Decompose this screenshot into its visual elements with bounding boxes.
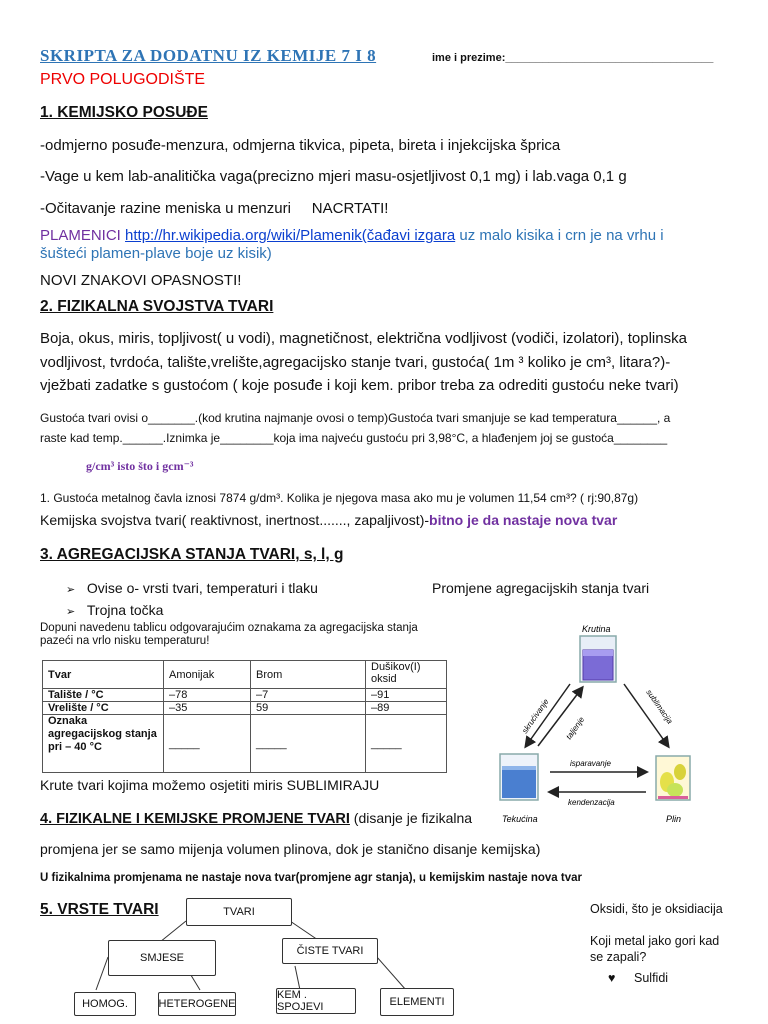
condensation-label: kendenzacija bbox=[568, 798, 615, 807]
table-row bbox=[43, 689, 447, 702]
density-units: g/cm³ isto što i gcm⁻³ bbox=[86, 459, 194, 473]
tree-node-heterogene: HETEROGENE bbox=[158, 992, 236, 1016]
chemical-properties-emphasis: bitno je da nastaje nova tvar bbox=[429, 512, 618, 528]
table-answer-cell[interactable]: _____ bbox=[251, 715, 366, 773]
table-header-row bbox=[43, 661, 447, 689]
side-note-metal-2: se zapali? bbox=[590, 950, 647, 964]
table-cell: –35 bbox=[164, 702, 251, 715]
table-cell: Talište / °C bbox=[43, 689, 164, 702]
table-cell: 59 bbox=[251, 702, 366, 715]
section-4-heading: 4. FIZIKALNE I KEMIJSKE PROMJENE TVARI bbox=[40, 811, 350, 827]
s3-bullet-1-text: Ovise o- vrsti tvari, temperaturi i tlaku bbox=[86, 580, 318, 596]
plamenici-text-2: šušteći plamen-plave boje uz kisik) bbox=[40, 245, 272, 262]
s2-paragraph-line-1: Boja, okus, miris, topljivost( u vodi), magnetičnost, električna vodljivost (vodiči, izolatori), toplinska bbox=[40, 330, 687, 347]
heart-bullet-icon: ♥ bbox=[608, 971, 616, 985]
arrow-bullet-icon: ➢ bbox=[66, 584, 76, 596]
table-instruction-2: pazeći na vrlo nisku temperaturu! bbox=[40, 635, 210, 647]
document-title: SKRIPTA ZA DODATNU IZ KEMIJE 7 I 8 bbox=[40, 46, 377, 65]
chemical-properties-line bbox=[40, 512, 617, 528]
aggregate-state-table bbox=[42, 660, 447, 773]
table-header-cell: Tvar bbox=[43, 661, 164, 689]
gas-beaker-icon bbox=[656, 756, 690, 800]
table-cell: –78 bbox=[164, 689, 251, 702]
phase-change-diagram bbox=[490, 622, 700, 827]
sublimation-note: Krute tvari kojima možemo osjetiti miris SUBLIMIRAJU bbox=[40, 777, 380, 793]
evaporation-label: isparavanje bbox=[570, 759, 611, 768]
s2-paragraph-line-2: vodljivost, tvrdoća, talište,vrelište,agregacijsko stanje tvari, gustoća( 1m ³ koliko je cm³, litara?)- bbox=[40, 354, 671, 371]
plamenici-line bbox=[40, 227, 664, 244]
chemical-properties-text: Kemijska svojstva tvari( reaktivnost, inertnost......., zapaljivost)- bbox=[40, 512, 430, 528]
table-instruction-1: Dopuni navedenu tablicu odgovarajućim oznakama za agregacijska stanja bbox=[40, 622, 418, 634]
table-row bbox=[43, 702, 447, 715]
arrow-bullet-icon: ➢ bbox=[66, 606, 76, 618]
name-field-label: ime i prezime:__________________________________ bbox=[432, 52, 714, 64]
density-task: 1. Gustoća metalnog čavla iznosi 7874 g/dm³. Kolika je njegova masa ako mu je volumen 11,54 cm³? ( rj:90,87g) bbox=[40, 491, 639, 505]
sublimation-label: sublimacija bbox=[644, 687, 675, 726]
s2-paragraph-line-3: vježbati zadatke s gustoćom ( koje posuđe i koji kem. pribor treba za odrediti gustoću neke tvari) bbox=[40, 377, 679, 394]
table-cell: Oznaka agregacijskog stanja pri – 40 °C bbox=[43, 715, 164, 773]
s3-bullet-2-text: Trojna točka bbox=[86, 602, 164, 618]
plamenici-label: PLAMENICI bbox=[40, 227, 121, 244]
side-note-metal: Koji metal jako gori kad bbox=[590, 934, 720, 948]
solidification-label: skrućivanje bbox=[520, 697, 551, 736]
table-cell: –89 bbox=[366, 702, 447, 715]
density-fill-line-1: Gustoća tvari ovisi o_______.(kod krutina najmanje ovosi o temp)Gustoća tvari smanjuje se kad temperatura______, a bbox=[40, 411, 671, 425]
side-note-oksidi: Oksidi, što je oksidiacija bbox=[590, 902, 723, 916]
liquid-label: Tekućina bbox=[502, 814, 538, 824]
s3-bullet-1 bbox=[66, 580, 318, 596]
table-header-cell: Brom bbox=[251, 661, 366, 689]
density-fill-line-2: raste kad temp.______.Iznimka je________koja ima najveću gustoću pri 3,98°C, a hlađenjem joj se gustoća________ bbox=[40, 431, 668, 445]
s1-line-2: -Vage u kem lab-analitička vaga(precizno mjeri masu-osjetljivost 0,1 mg) i lab.vaga 0,1 g bbox=[40, 168, 627, 185]
tree-node-elementi: ELEMENTI bbox=[380, 988, 454, 1016]
s1-line-3: -Očitavanje razine meniska u menzuri NACRTATI! bbox=[40, 200, 389, 217]
table-answer-cell[interactable]: _____ bbox=[164, 715, 251, 773]
hazard-signs-note: NOVI ZNAKOVI OPASNOSTI! bbox=[40, 272, 242, 289]
tree-node-tvari: TVARI bbox=[186, 898, 292, 926]
table-answer-cell[interactable]: _____ bbox=[366, 715, 447, 773]
melting-arrow bbox=[538, 688, 582, 746]
table-header-cell: Amonijak bbox=[164, 661, 251, 689]
liquid-beaker-icon bbox=[500, 754, 538, 800]
tree-node-smjese: SMJESE bbox=[108, 940, 216, 976]
section-4-line-2: promjena jer se samo mijenja volumen plinova, dok je stanično disanje kemijska) bbox=[40, 841, 541, 857]
table-cell: –7 bbox=[251, 689, 366, 702]
semester-subtitle: PRVO POLUGODIŠTE bbox=[40, 71, 206, 88]
s3-bullet-2 bbox=[66, 602, 163, 618]
tree-node-homogene: HOMOG. bbox=[74, 992, 136, 1016]
state-changes-caption: Promjene agregacijskih stanja tvari bbox=[432, 580, 650, 596]
section-1-heading: 1. KEMIJSKO POSUĐE bbox=[40, 104, 208, 121]
tree-node-ciste-tvari: ČISTE TVARI bbox=[282, 938, 378, 964]
section-4-line bbox=[40, 810, 472, 827]
solid-beaker-icon bbox=[580, 636, 616, 682]
table-header-cell: Dušikov(I) oksid bbox=[366, 661, 447, 689]
section-2-heading: 2. FIZIKALNA SVOJSTVA TVARI bbox=[40, 298, 274, 315]
plamenici-text: uz malo kisika i crn je na vrhu i bbox=[455, 227, 664, 244]
section-3-heading: 3. AGREGACIJSKA STANJA TVARI, s, l, g bbox=[40, 546, 344, 563]
section-4-bold-note: U fizikalnima promjenama ne nastaje nova tvar(promjene agr stanja), u kemijskim nastaje nova tvar bbox=[40, 872, 582, 884]
table-cell: Vrelište / °C bbox=[43, 702, 164, 715]
plamenik-link[interactable]: http://hr.wikipedia.org/wiki/Plamenik(čađavi izgara bbox=[125, 227, 456, 244]
side-note-sulfidi: Sulfidi bbox=[634, 971, 669, 985]
s1-line-1: -odmjerno posuđe-menzura, odmjerna tikvica, pipeta, bireta i injekcijska šprica bbox=[40, 137, 561, 154]
solid-label: Krutina bbox=[582, 624, 611, 634]
table-cell: –91 bbox=[366, 689, 447, 702]
tree-node-kem-spojevi: KEM . SPOJEVI bbox=[276, 988, 356, 1014]
section-5-heading: 5. VRSTE TVARI bbox=[40, 901, 159, 918]
table-row bbox=[43, 715, 447, 773]
gas-label: Plin bbox=[666, 814, 682, 824]
section-4-inline-text: (disanje je fizikalna bbox=[349, 810, 473, 826]
melting-label: taljenje bbox=[564, 715, 587, 742]
